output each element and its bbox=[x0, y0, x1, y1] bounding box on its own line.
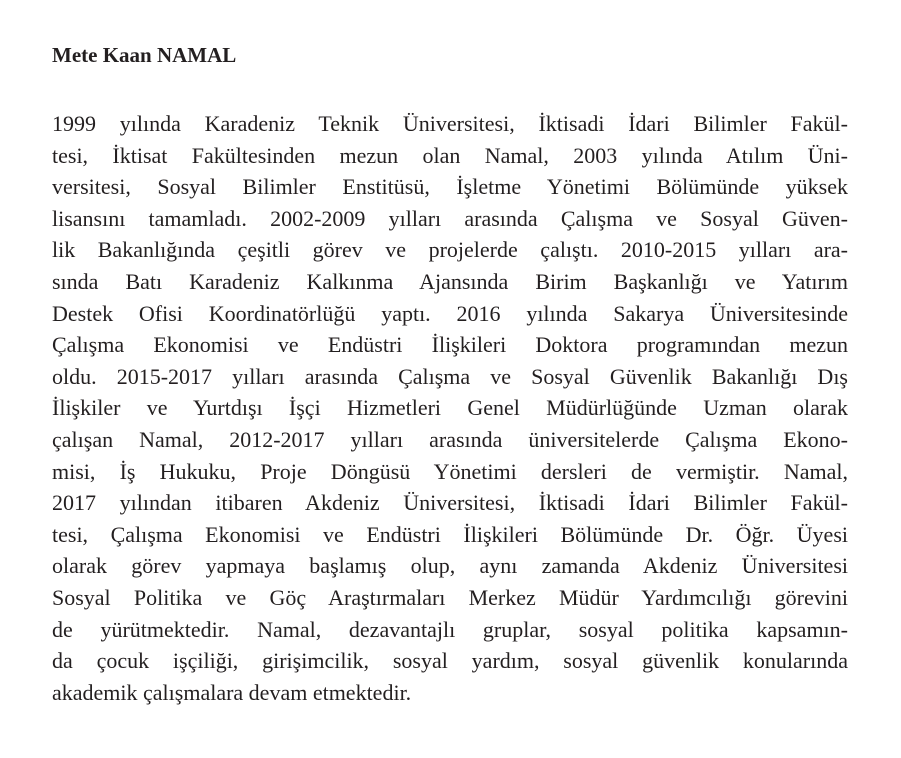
paragraph-line: olarak görev yapmaya başlamış olup, aynı zamanda Akdeniz Üniversitesi bbox=[52, 553, 848, 579]
biography-paragraph bbox=[52, 108, 848, 708]
paragraph-line: versitesi, Sosyal Bilimler Enstitüsü, İşletme Yönetimi Bölümünde yüksek bbox=[52, 174, 848, 200]
paragraph-line: Destek Ofisi Koordinatörlüğü yaptı. 2016 yılında Sakarya Üniversitesinde bbox=[52, 300, 848, 326]
paragraph-line: çalışan Namal, 2012-2017 yılları arasında üniversitelerde Çalışma Ekono- bbox=[52, 426, 848, 452]
paragraph-line: lik Bakanlığında çeşitli görev ve projelerde çalıştı. 2010-2015 yılları ara- bbox=[52, 237, 848, 263]
paragraph-line: tesi, İktisat Fakültesinden mezun olan Namal, 2003 yılında Atılım Üni- bbox=[52, 142, 848, 168]
paragraph-line: 2017 yılından itibaren Akdeniz Üniversitesi, İktisadi İdari Bilimler Fakül- bbox=[52, 490, 848, 516]
paragraph-line: oldu. 2015-2017 yılları arasında Çalışma ve Sosyal Güvenlik Bakanlığı Dış bbox=[52, 363, 848, 389]
biography-page bbox=[52, 40, 848, 708]
paragraph-line: Çalışma Ekonomisi ve Endüstri İlişkileri Doktora programından mezun bbox=[52, 332, 848, 358]
paragraph-line: Sosyal Politika ve Göç Araştırmaları Merkez Müdür Yardımcılığı görevini bbox=[52, 584, 848, 610]
paragraph-line: de yürütmektedir. Namal, dezavantajlı gruplar, sosyal politika kapsamın- bbox=[52, 616, 848, 642]
paragraph-line: tesi, Çalışma Ekonomisi ve Endüstri İlişkileri Bölümünde Dr. Öğr. Üyesi bbox=[52, 521, 848, 547]
author-name-heading: Mete Kaan NAMAL bbox=[52, 43, 237, 67]
paragraph-line: İlişkiler ve Yurtdışı İşçi Hizmetleri Genel Müdürlüğünde Uzman olarak bbox=[52, 395, 848, 421]
paragraph-line: lisansını tamamladı. 2002-2009 yılları arasında Çalışma ve Sosyal Güven- bbox=[52, 205, 848, 231]
paragraph-line: sında Batı Karadeniz Kalkınma Ajansında Birim Başkanlığı ve Yatırım bbox=[52, 268, 848, 294]
paragraph-line: akademik çalışmalara devam etmektedir. bbox=[52, 679, 412, 705]
paragraph-line: da çocuk işçiliği, girişimcilik, sosyal yardım, sosyal güvenlik konularında bbox=[52, 648, 848, 674]
paragraph-line: misi, İş Hukuku, Proje Döngüsü Yönetimi dersleri de vermiştir. Namal, bbox=[52, 458, 848, 484]
paragraph-line: 1999 yılında Karadeniz Teknik Üniversitesi, İktisadi İdari Bilimler Fakül- bbox=[52, 111, 848, 136]
